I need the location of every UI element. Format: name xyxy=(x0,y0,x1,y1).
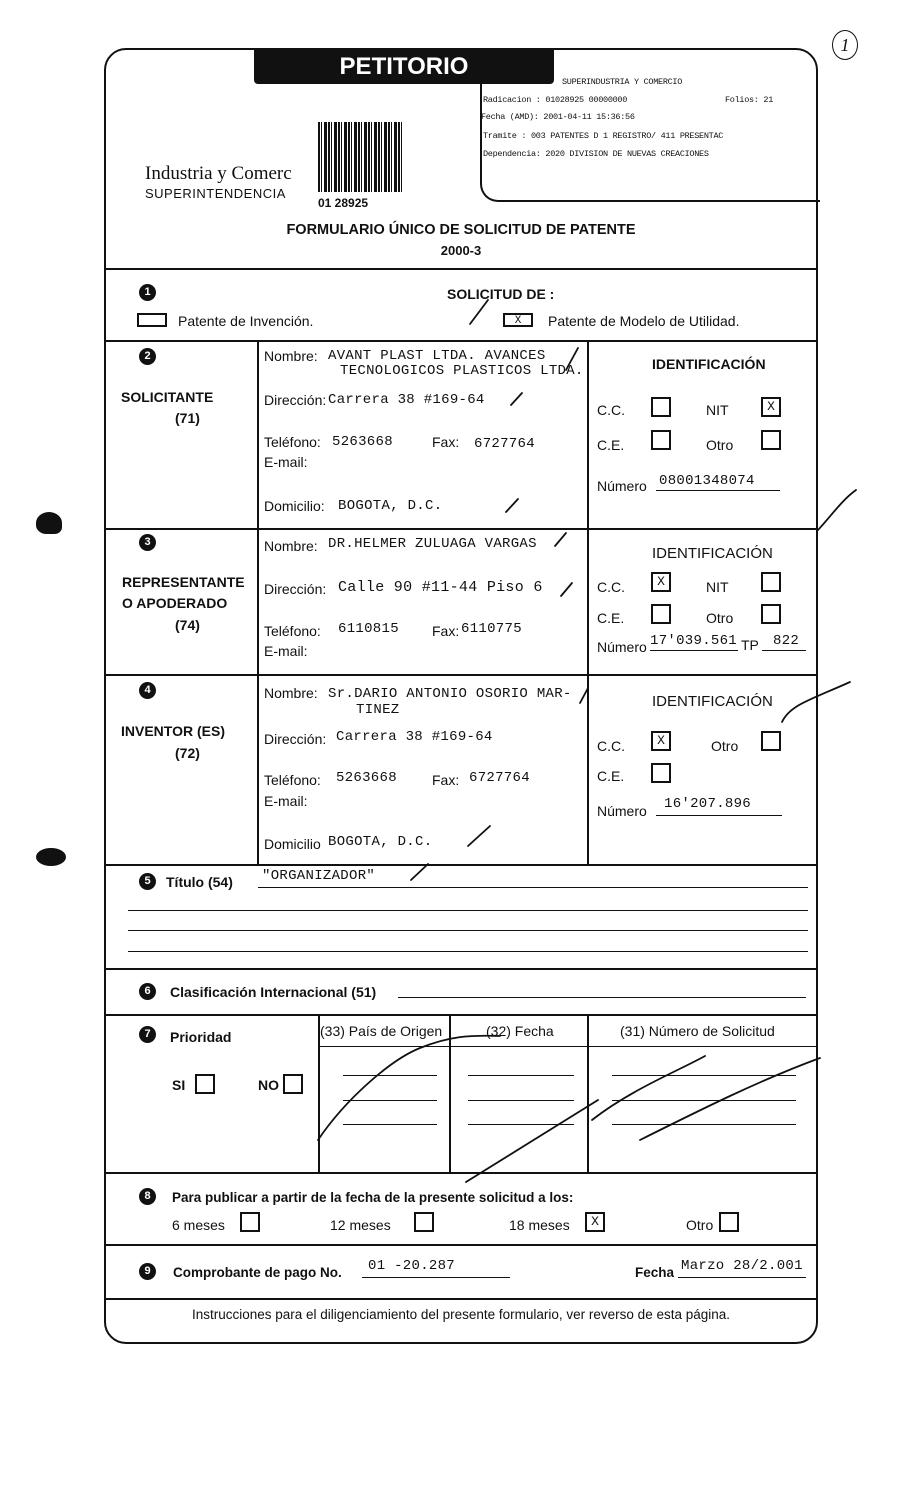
agent-tp-number: 822 xyxy=(773,633,800,649)
agent-otro-checkbox[interactable] xyxy=(761,604,781,624)
agent-cc-checkbox[interactable]: X xyxy=(651,572,671,592)
agent-fax-label: Fax: xyxy=(432,623,460,639)
priority-si-checkbox[interactable] xyxy=(195,1074,215,1094)
publication-otro-label: Otro xyxy=(686,1217,714,1233)
divider xyxy=(104,968,818,970)
priority-line xyxy=(468,1075,574,1076)
divider xyxy=(104,268,818,270)
ce-label: C.E. xyxy=(597,610,625,626)
stamp-fecha: Fecha (AMD): 2001-04-11 15:36:56 xyxy=(481,112,635,122)
payment-label: Comprobante de pago No. xyxy=(173,1265,342,1280)
applicant-id-number: 08001348074 xyxy=(659,473,755,489)
inventor-cc-checkbox[interactable]: X xyxy=(651,731,671,751)
agent-name: DR.HELMER ZULUAGA VARGAS xyxy=(328,536,537,552)
pen-stroke xyxy=(818,490,856,530)
title-line xyxy=(128,951,808,952)
cc-label: C.C. xyxy=(597,402,625,418)
classification-line xyxy=(398,997,806,998)
section-2-id-title: IDENTIFICACIÓN xyxy=(652,356,766,372)
applicant-cc-checkbox[interactable] xyxy=(651,397,671,417)
inventor-address: Carrera 38 #169-64 xyxy=(336,729,493,745)
priority-si-label: SI xyxy=(172,1077,186,1093)
underline xyxy=(678,1277,806,1278)
underline xyxy=(656,490,780,491)
divider xyxy=(104,674,818,676)
priority-line xyxy=(343,1100,437,1101)
divider xyxy=(104,528,818,530)
section-4-title: INVENTOR (ES) xyxy=(121,723,225,739)
applicant-otro-checkbox[interactable] xyxy=(761,430,781,450)
barcode xyxy=(318,122,404,192)
otro-label: Otro xyxy=(711,738,739,754)
inventor-id-number: 16'207.896 xyxy=(664,796,752,812)
inventor-id-number-label: Número xyxy=(597,803,647,819)
section-3-code: (74) xyxy=(175,617,200,633)
divider xyxy=(104,1014,818,1016)
inventor-ce-checkbox[interactable] xyxy=(651,763,671,783)
inventor-fax-label: Fax: xyxy=(432,772,460,788)
logo-subtitle: SUPERINTENDENCIA xyxy=(145,186,286,201)
applicant-domicile-label: Domicilio: xyxy=(264,498,325,514)
applicant-ce-checkbox[interactable] xyxy=(651,430,671,450)
applicant-domicile: BOGOTA, D.C. xyxy=(338,498,443,514)
priority-no-label: NO xyxy=(258,1077,279,1093)
footer-instructions: Instrucciones para el diligenciamiento del presente formulario, ver reverso de esta página. xyxy=(191,1307,731,1322)
barcode-number: 01 28925 xyxy=(318,196,369,210)
agent-address-label: Dirección: xyxy=(264,581,327,597)
section-8-number: 8 xyxy=(139,1188,156,1205)
stamp-radicacion: Radicacion : 01028925 00000000 xyxy=(483,95,628,105)
applicant-id-number-label: Número xyxy=(597,478,647,494)
form-title: FORMULARIO ÚNICO DE SOLICITUD DE PATENTE xyxy=(286,222,636,238)
column-divider xyxy=(587,1014,589,1172)
priority-line xyxy=(468,1100,574,1101)
title-line xyxy=(128,930,808,931)
priority-line xyxy=(468,1124,574,1125)
section-3-title-line1: REPRESENTANTE xyxy=(122,574,245,590)
tp-label: TP xyxy=(741,637,759,653)
nit-label: NIT xyxy=(706,402,729,418)
otro-label: Otro xyxy=(706,610,734,626)
section-4-code: (72) xyxy=(175,745,200,761)
ce-label: C.E. xyxy=(597,768,625,784)
invention-checkbox[interactable] xyxy=(137,313,167,327)
section-3-title-line2: O APODERADO xyxy=(122,595,228,611)
section-2-number: 2 xyxy=(139,348,156,365)
page-number-mark: 1 xyxy=(832,30,858,60)
stamp-dependencia: Dependencia: 2020 DIVISION DE NUEVAS CREACIONES xyxy=(483,149,709,159)
agent-phone: 6110815 xyxy=(338,621,399,637)
applicant-phone: 5263668 xyxy=(332,434,393,450)
publication-otro-checkbox[interactable] xyxy=(719,1212,739,1232)
agent-email-label: E-mail: xyxy=(264,643,308,659)
logo-name: Industria y Comerc xyxy=(145,163,292,184)
divider xyxy=(104,1298,818,1300)
publication-12-label: 12 meses xyxy=(330,1217,391,1233)
section-5-number: 5 xyxy=(139,873,156,890)
publication-6-checkbox[interactable] xyxy=(240,1212,260,1232)
publication-18-label: 18 meses xyxy=(509,1217,570,1233)
cc-label: C.C. xyxy=(597,579,625,595)
priority-country-header: (33) País de Origen xyxy=(320,1023,443,1039)
divider xyxy=(104,340,818,342)
priority-line xyxy=(612,1100,796,1101)
utility-model-checkbox[interactable]: X xyxy=(503,313,533,327)
inventor-domicile-label: Domicilio xyxy=(264,836,321,852)
payment-number: 01 -20.287 xyxy=(368,1258,456,1274)
agent-nit-checkbox[interactable] xyxy=(761,572,781,592)
agent-ce-checkbox[interactable] xyxy=(651,604,671,624)
agent-address: Calle 90 #11-44 Piso 6 xyxy=(338,579,543,596)
section-2-code: (71) xyxy=(175,410,200,426)
publication-label: Para publicar a partir de la fecha de la presente solicitud a los: xyxy=(172,1190,574,1205)
applicant-email-label: E-mail: xyxy=(264,454,308,470)
divider xyxy=(104,1244,818,1246)
column-divider xyxy=(257,340,259,864)
payment-date: Marzo 28/2.001 xyxy=(681,1258,803,1274)
divider xyxy=(104,1172,818,1174)
underline xyxy=(656,815,782,816)
nit-label: NIT xyxy=(706,579,729,595)
applicant-fax-label: Fax: xyxy=(432,434,460,450)
priority-line xyxy=(612,1075,796,1076)
section-1-title: SOLICITUD DE : xyxy=(447,286,555,302)
section-6-number: 6 xyxy=(139,983,156,1000)
priority-date-header: (32) Fecha xyxy=(486,1023,554,1039)
agent-name-label: Nombre: xyxy=(264,538,318,554)
section-7-number: 7 xyxy=(139,1026,156,1043)
column-divider xyxy=(587,340,589,864)
publication-6-label: 6 meses xyxy=(172,1217,225,1233)
applicant-name-line1: AVANT PLAST LTDA. AVANCES xyxy=(328,348,546,364)
column-divider xyxy=(449,1014,451,1172)
divider xyxy=(318,1046,818,1047)
inventor-name-label: Nombre: xyxy=(264,685,318,701)
underline xyxy=(650,650,738,651)
divider xyxy=(104,864,818,866)
applicant-name-label: Nombre: xyxy=(264,348,318,364)
ce-label: C.E. xyxy=(597,437,625,453)
inventor-phone: 5263668 xyxy=(336,770,397,786)
publication-12-checkbox[interactable] xyxy=(414,1212,434,1232)
invention-label: Patente de Invención. xyxy=(178,313,314,329)
scan-blot xyxy=(36,848,66,866)
applicant-phone-label: Teléfono: xyxy=(264,434,321,450)
section-3-id-title: IDENTIFICACIÓN xyxy=(652,545,773,562)
title-label: Título (54) xyxy=(166,874,233,890)
section-1-number: 1 xyxy=(139,284,156,301)
applicant-name-line2: TECNOLOGICOS PLASTICOS LTDA. xyxy=(340,363,584,379)
section-2-title: SOLICITANTE xyxy=(121,389,214,405)
classification-label: Clasificación Internacional (51) xyxy=(170,984,377,1000)
publication-18-checkbox[interactable]: X xyxy=(585,1212,605,1232)
underline xyxy=(362,1277,510,1278)
scan-blot xyxy=(36,512,62,534)
title-line xyxy=(258,887,808,888)
applicant-nit-checkbox[interactable]: X xyxy=(761,397,781,417)
priority-no-checkbox[interactable] xyxy=(283,1074,303,1094)
inventor-fax: 6727764 xyxy=(469,770,530,786)
priority-label: Prioridad xyxy=(170,1029,232,1045)
applicant-fax: 6727764 xyxy=(474,436,535,452)
cc-label: C.C. xyxy=(597,738,625,754)
title-line xyxy=(128,910,808,911)
applicant-address-label: Dirección: xyxy=(264,392,327,408)
priority-number-header: (31) Número de Solicitud xyxy=(620,1023,775,1039)
underline xyxy=(762,650,806,651)
agent-phone-label: Teléfono: xyxy=(264,623,321,639)
section-4-id-title: IDENTIFICACIÓN xyxy=(652,693,773,710)
inventor-domicile: BOGOTA, D.C. xyxy=(328,834,433,850)
stamp-tramite: Tramite : 003 PATENTES D 1 REGISTRO/ 411 PRESENTAC xyxy=(483,131,724,141)
inventor-email-label: E-mail: xyxy=(264,793,308,809)
priority-line xyxy=(612,1124,796,1125)
stamp-folios: Folios: 21 xyxy=(725,95,774,105)
agent-id-number-label: Número xyxy=(597,639,647,655)
otro-label: Otro xyxy=(706,437,734,453)
applicant-address: Carrera 38 #169-64 xyxy=(328,392,485,408)
stamp-header: SUPERINDUSTRIA Y COMERCIO xyxy=(562,77,683,87)
utility-model-label: Patente de Modelo de Utilidad. xyxy=(548,313,740,329)
form-version: 2000-3 xyxy=(440,243,482,258)
inventor-phone-label: Teléfono: xyxy=(264,772,321,788)
title-value: "ORGANIZADOR" xyxy=(262,868,376,884)
agent-id-number: 17'039.561 xyxy=(650,633,738,649)
section-3-number: 3 xyxy=(139,534,156,551)
petitorio-banner: PETITORIO xyxy=(254,50,554,84)
section-9-number: 9 xyxy=(139,1263,156,1280)
inventor-name-line2: TINEZ xyxy=(356,702,400,718)
payment-date-label: Fecha xyxy=(635,1265,675,1280)
inventor-address-label: Dirección: xyxy=(264,731,327,747)
inventor-otro-checkbox[interactable] xyxy=(761,731,781,751)
inventor-name-line1: Sr.DARIO ANTONIO OSORIO MAR- xyxy=(328,686,572,702)
section-4-number: 4 xyxy=(139,682,156,699)
agent-fax: 6110775 xyxy=(461,621,522,637)
priority-line xyxy=(343,1124,437,1125)
priority-line xyxy=(343,1075,437,1076)
